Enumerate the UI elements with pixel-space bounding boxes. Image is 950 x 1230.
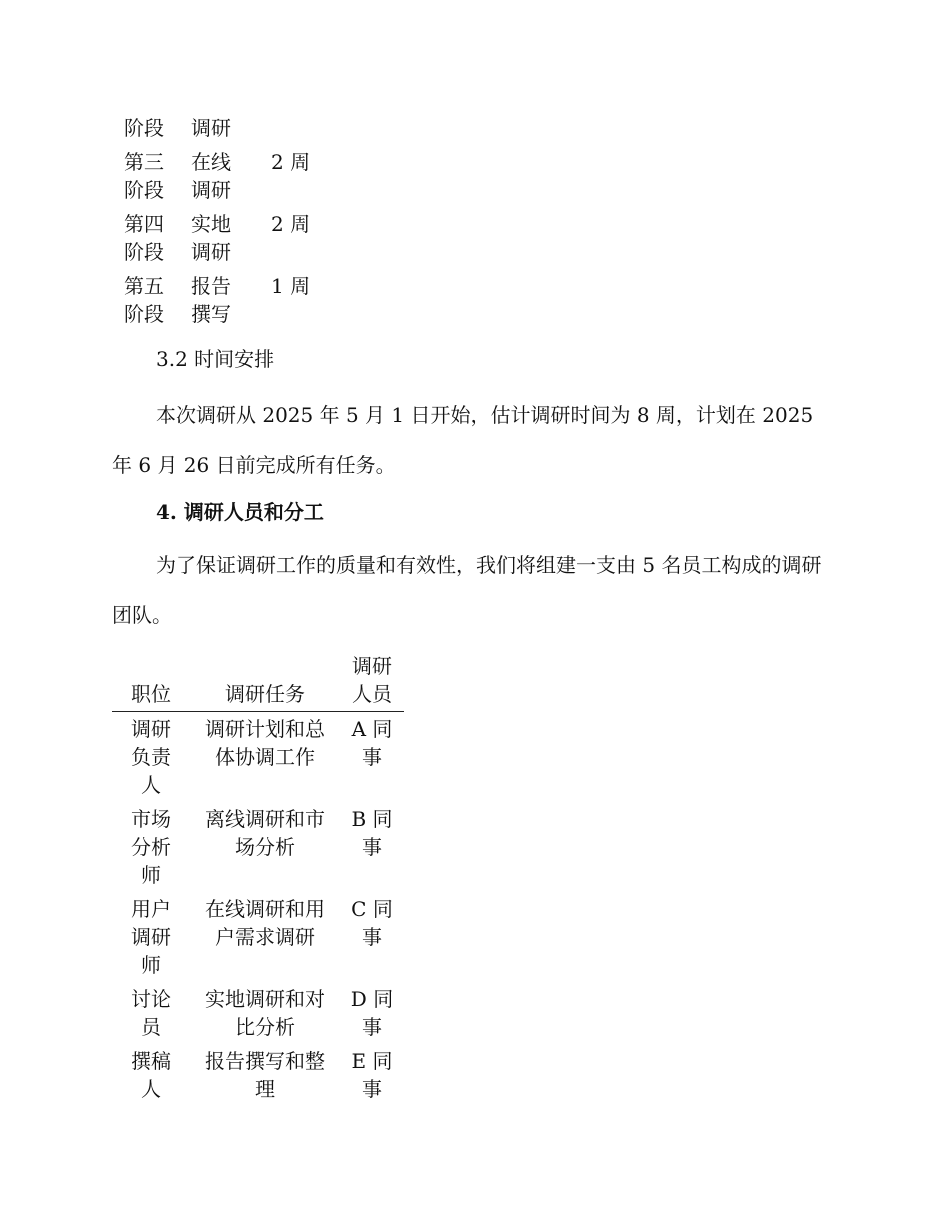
- table-row: [112, 712, 404, 800]
- position-cell: 撰稿人: [131, 1049, 171, 1101]
- task-cell: 在线 调研: [191, 150, 231, 202]
- duration-cell: 2 周: [271, 212, 311, 236]
- position-cell: 讨论员: [131, 987, 171, 1039]
- phase-cell: 第四 阶段: [124, 212, 164, 264]
- schedule-paragraph: 本次调研从 2025 年 5 月 1 日开始，估计调研时间为 8 周，计划在 2025 年 6 月 26 日前完成所有任务。: [112, 403, 814, 477]
- task-cell: 离线调研和市场分析: [205, 807, 325, 859]
- subsection-heading: 3.2 时间安排: [156, 347, 275, 371]
- phase-cell: 第三 阶段: [124, 150, 164, 202]
- table-row: [112, 266, 331, 328]
- staff-cell: C 同事: [351, 897, 393, 949]
- staff-cell: B 同事: [351, 807, 393, 859]
- table-header-row: [112, 652, 404, 712]
- table-row: [112, 114, 331, 142]
- task-cell: 报告撰写和整理: [205, 1049, 325, 1101]
- duration-cell: 2 周: [271, 150, 311, 174]
- section-heading: 4. 调研人员和分工: [156, 500, 324, 524]
- task-cell: 报告 撰写: [191, 274, 231, 326]
- staff-cell: E 同事: [351, 1049, 393, 1101]
- task-cell: 在线调研和用户需求调研: [205, 897, 325, 949]
- duration-cell: 1 周: [271, 274, 311, 298]
- duration-cell: [271, 114, 331, 142]
- task-cell: 调研: [191, 116, 231, 140]
- table-row: [112, 979, 404, 1041]
- table-row: [112, 204, 331, 266]
- column-header: 调研任务: [190, 652, 340, 712]
- position-cell: 用户调研师: [131, 897, 171, 977]
- phase-cell: 阶段: [124, 116, 164, 140]
- table-row: [112, 799, 404, 889]
- staff-table: [112, 652, 404, 1103]
- column-header: 职位: [112, 652, 190, 712]
- phase-cell: 第五 阶段: [124, 274, 164, 326]
- column-header: 调研人员: [340, 652, 404, 712]
- task-cell: 实地 调研: [191, 212, 231, 264]
- task-cell: 实地调研和对比分析: [205, 987, 325, 1039]
- table-row: [112, 1041, 404, 1103]
- position-cell: 调研负责人: [131, 717, 171, 797]
- staff-cell: D 同事: [350, 987, 394, 1039]
- position-cell: 市场分析师: [131, 807, 171, 887]
- task-cell: 调研计划和总体协调工作: [205, 717, 325, 769]
- team-paragraph: 为了保证调研工作的质量和有效性，我们将组建一支由 5 名员工构成的调研团队。: [112, 553, 822, 627]
- table-row: [112, 889, 404, 979]
- staff-cell: A 同事: [351, 717, 393, 769]
- schedule-table-continued: [112, 114, 331, 328]
- table-row: [112, 142, 331, 204]
